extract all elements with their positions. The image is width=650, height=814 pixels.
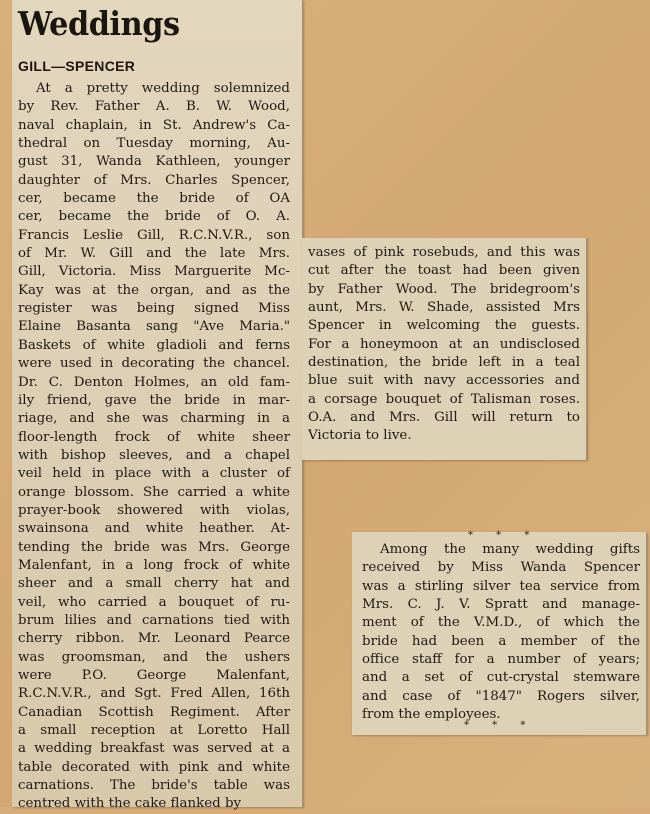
text-line: was groomsman, and the ushers [18,649,290,665]
text-line: At a pretty wedding solemnized [36,81,290,96]
text-line: received by Miss Wanda Spencer [362,560,640,576]
text-line: Kay was at the organ, and as the [18,282,290,298]
text-line: R.C.N.V.R., and Sgt. Fred Allen, 16th [18,686,290,702]
text-line: was a stirling silver tea service from [362,578,640,594]
text-line: Spencer in welcoming the guests. [308,318,580,334]
text-line: and a set of cut-crystal stemware [362,670,640,686]
text-line: vases of pink rosebuds, and this was [308,245,580,260]
text-line: riage, and she was charming in a [18,411,290,427]
text-line: For a honeymoon at an undisclosed [308,336,580,352]
text-line: a wedding breakfast was served at a [18,741,290,757]
text-line: cut after the toast had been given [308,263,580,279]
text-line: daughter of Mrs. Charles Spencer, [18,172,290,188]
text-line: register was being signed Miss [18,301,290,317]
text-line: Canadian Scottish Regiment. After [18,704,290,720]
text-line: thedral on Tuesday morning, Au- [18,136,290,152]
text-line: centred with the cake flanked by [18,796,242,812]
text-line: Malenfant, in a long frock of white [18,557,290,573]
text-line: aunt, Mrs. W. Shade, assisted Mrs [308,300,580,316]
text-line: floor-length frock of white sheer [18,429,290,445]
text-line: cer, became the bride of O. A. [18,209,290,225]
text-line: Mrs. C. J. V. Spratt and manage- [362,597,640,613]
text-line: Among the many wedding gifts [380,542,640,557]
text-line: destination, the bride left in a teal [308,355,580,371]
article-column-2 [308,244,580,446]
text-line: O.A. and Mrs. Gill will return to [308,410,580,426]
text-line: Victoria to live. [308,428,412,444]
text-line: cherry ribbon. Mr. Leonard Pearce [18,631,290,647]
section-heading: Weddings [18,4,180,43]
text-line: blue suit with navy accessories and [308,373,580,389]
text-line: swainsona and white heather. At- [18,521,290,537]
text-line: cer, became the bride of OA [18,191,290,207]
text-line: naval chaplain, in St. Andrew's Ca- [18,117,290,133]
text-line: orange blossom. She carried a white [18,484,290,500]
text-line: were used in decorating the chancel. [18,356,290,372]
article-column-1 [18,80,290,814]
text-line: tending the bride was Mrs. George [18,539,290,555]
separator-top: * * * [468,530,540,541]
text-line: ily friend, gave the bride in mar- [18,392,290,408]
separator-bottom: * * * [464,720,536,731]
text-line: Francis Leslie Gill, R.C.N.V.R., son [18,227,290,243]
text-line: sheer and a small cherry hat and [18,576,290,592]
text-line: a small reception at Loretto Hall [18,723,290,739]
text-line: Gill, Victoria. Miss Marguerite Mc- [18,264,290,280]
text-line: of Mr. W. Gill and the late Mrs. [18,246,290,262]
text-line: Elaine Basanta sang "Ave Maria." [18,319,290,335]
article-column-3 [362,541,640,724]
text-line: by Father Wood. The bridegroom's [308,281,580,297]
text-line: Dr. C. Denton Holmes, an old fam- [18,374,290,390]
text-line: bride had been a member of the [362,633,640,649]
text-line: a corsage bouquet of Talisman roses. [308,391,580,407]
text-line: ment of the V.M.D., of which the [362,615,640,631]
text-line: Baskets of white gladioli and ferns [18,337,290,353]
text-line: and case of "1847" Rogers silver, [362,688,640,704]
text-line: with bishop sleeves, and a chapel [18,447,290,463]
text-line: were P.O. George Malenfant, [18,668,290,683]
text-line: from the employees. [362,707,501,723]
text-line: by Rev. Father A. B. W. Wood, [18,99,290,115]
text-line: veil, who carried a bouquet of ru- [18,594,290,610]
text-line: prayer-book showered with violas, [18,502,290,518]
text-line: table decorated with pink and white [18,759,290,775]
text-line: brum lilies and carnations tied with [18,612,290,628]
article-subheading: GILL—SPENCER [18,58,136,74]
text-line: office staff for a number of years; [362,652,640,668]
text-line: carnations. The bride's table was [18,778,290,794]
text-line: veil held in place with a cluster of [18,466,290,482]
text-line: gust 31, Wanda Kathleen, younger [18,154,290,170]
